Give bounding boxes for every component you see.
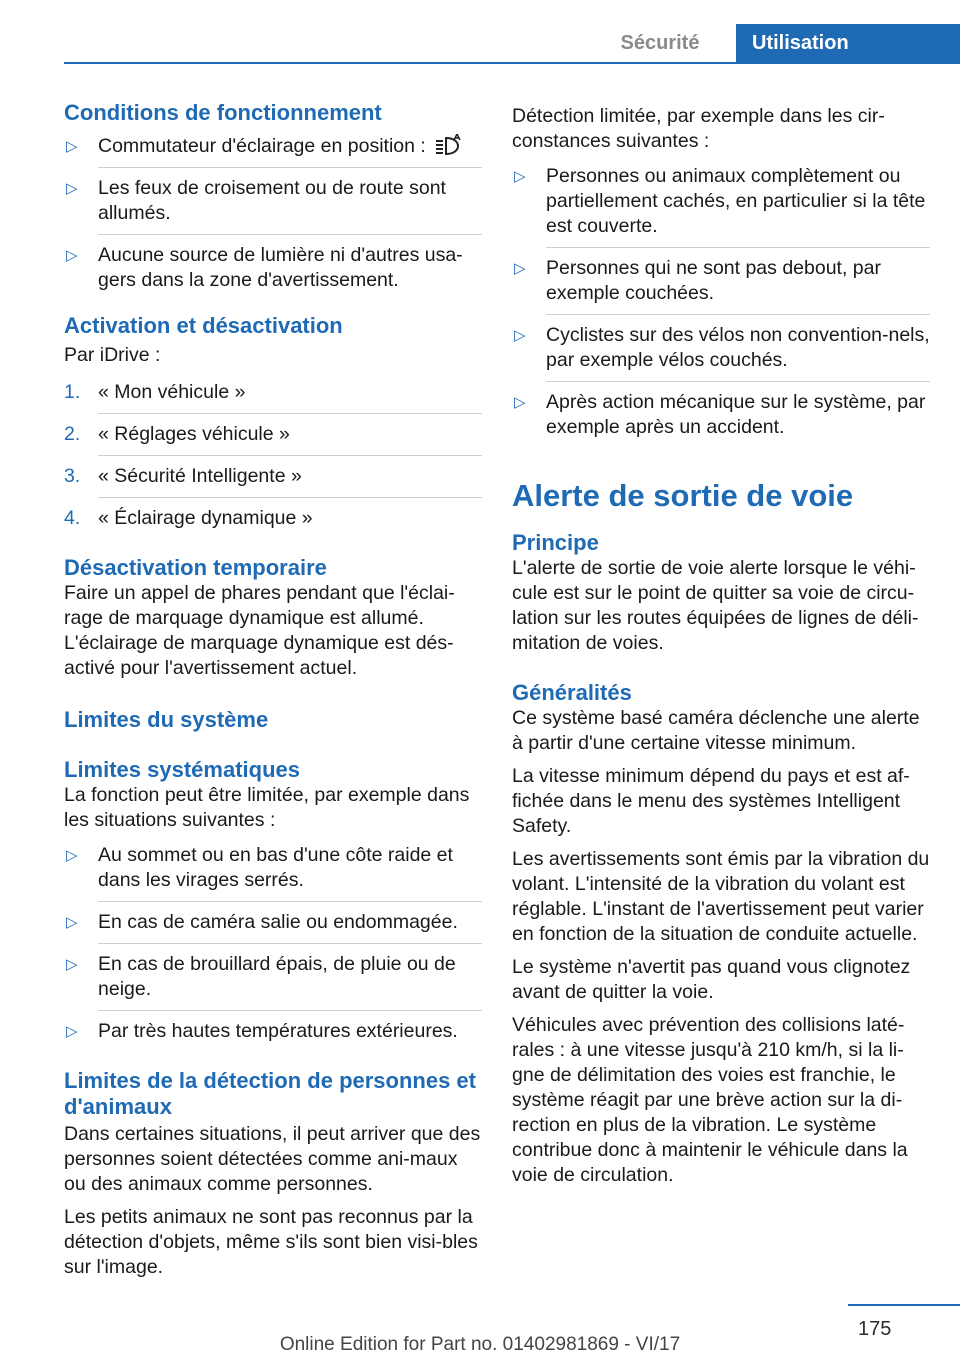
paragraph: Dans certaines situations, il peut arriver que des personnes soient détectées comme ani-maux ou des animaux comme personnes. — [64, 1123, 481, 1195]
list-item: ▷ Personnes qui ne sont pas debout, par exemple couchées. — [514, 257, 881, 304]
list-item: ▷ Au sommet ou en bas d'une côte raide et dans les virages serrés. — [66, 844, 453, 891]
auto-headlight-icon — [434, 134, 464, 156]
triangle-bullet-icon: ▷ — [514, 260, 526, 277]
left-column — [64, 100, 482, 1280]
triangle-bullet-icon: ▷ — [66, 180, 78, 197]
paragraph: Véhicules avec prévention des collisions laté-rales : à une vitesse jusqu'à 210 km/h, si la li-gne de délimitation des voies est franchie, le système réagit par une brève action sur la di-rection en plus de la vibration. Le système contribue donc à maintenir le véhicule dans la voie de circulation. — [512, 1014, 908, 1186]
paragraph: Ce système basé caméra déclenche une alerte à partir d'une certaine vitesse minimum. — [512, 707, 920, 754]
list-item: ▷ Cyclistes sur des vélos non convention-nels, par exemple vélos couchés. — [514, 324, 930, 371]
triangle-bullet-icon: ▷ — [514, 168, 526, 185]
list-item: ▷ Personnes ou animaux complètement ou partiellement cachés, en particulier si la tête est couverte. — [514, 165, 926, 237]
paragraph: Les avertissements sont émis par la vibration du volant. L'intensité de la vibration du volant est réglable. L'instant de l'avertissement peut varier en fonction de la situation de conduite actuelle. — [512, 848, 930, 945]
list-item: ▷ Aucune source de lumière ni d'autres usa-gers dans la zone d'avertissement. — [66, 244, 463, 291]
step-item: 1. « Mon véhicule » — [64, 381, 246, 403]
heading-principe: Principe — [512, 530, 599, 555]
conditions-list — [64, 134, 482, 293]
par-idrive-text: Par iDrive : — [64, 344, 161, 366]
triangle-bullet-icon: ▷ — [66, 847, 78, 864]
triangle-bullet-icon: ▷ — [514, 394, 526, 411]
step-item: 3. « Sécurité Intelligente » — [64, 465, 302, 487]
list-item: ▷ En cas de brouillard épais, de pluie ou de neige. — [66, 953, 456, 1000]
step-item: 4. « Éclairage dynamique » — [64, 507, 313, 529]
limites-list — [64, 843, 482, 1044]
detection-list — [512, 164, 930, 440]
paragraph: La vitesse minimum dépend du pays et est af-fichée dans le menu des systèmes Intelligent Safety. — [512, 765, 910, 837]
list-item-text: Commutateur d'éclairage en position : — [98, 135, 426, 157]
heading-limites-systeme: Limites du système — [64, 707, 269, 732]
triangle-bullet-icon: ▷ — [514, 327, 526, 344]
right-column — [512, 104, 930, 1188]
paragraph: Le système n'avertit pas quand vous clignotez avant de quitter la voie. — [512, 956, 911, 1003]
step-item: 2. « Réglages véhicule » — [64, 423, 290, 445]
list-item: ▷ Après action mécanique sur le système, par exemple après un accident. — [514, 391, 926, 438]
list-item — [64, 134, 482, 159]
triangle-bullet-icon: ▷ — [66, 138, 78, 155]
heading-limites-systematiques: Limites systématiques — [64, 757, 300, 782]
heading-desactivation: Désactivation temporaire — [64, 555, 327, 580]
edition-text: Online Edition for Part no. 01402981869 - VI/17 — [279, 1334, 681, 1355]
tab-securite[interactable]: Sécurité — [620, 32, 700, 54]
paragraph: Les petits animaux ne sont pas reconnus par la détection d'objets, même s'ils sont bien visi-bles sur l'image. — [64, 1206, 478, 1278]
paragraph: Faire un appel de phares pendant que l'éclai-rage de marquage dynamique est allumé. — [64, 582, 455, 629]
heading-detection: Limites de la détection de personnes et d'animaux — [64, 1068, 476, 1119]
page-header — [64, 24, 960, 64]
footer-rule — [848, 1304, 960, 1306]
list-item: ▷ Par très hautes températures extérieures. — [66, 1020, 458, 1042]
triangle-bullet-icon: ▷ — [66, 956, 78, 973]
idrive-steps — [64, 380, 482, 531]
list-item: ▷ Les feux de croisement ou de route sont allumés. — [66, 177, 446, 224]
triangle-bullet-icon: ▷ — [66, 914, 78, 931]
heading-activation: Activation et désactivation — [64, 313, 343, 338]
heading-conditions: Conditions de fonctionnement — [64, 100, 382, 125]
triangle-bullet-icon: ▷ — [66, 1023, 78, 1040]
triangle-bullet-icon: ▷ — [66, 247, 78, 264]
page-number: 175 — [858, 1318, 892, 1340]
list-item: ▷ En cas de caméra salie ou endommagée. — [66, 911, 458, 933]
heading-generalites: Généralités — [512, 680, 632, 705]
paragraph: L'éclairage de marquage dynamique est dés-activé pour l'avertissement actuel. — [64, 632, 454, 679]
heading-alerte-sortie-voie: Alerte de sortie de voie — [512, 478, 854, 513]
tab-utilisation[interactable]: Utilisation — [736, 24, 960, 62]
paragraph: Détection limitée, par exemple dans les cir-constances suivantes : — [512, 105, 885, 152]
paragraph: L'alerte de sortie de voie alerte lorsque le véhi-cule est sur le point de quitter sa voie de circu-lation sur les routes équipées de lignes de déli-mitation de voies. — [512, 557, 919, 654]
paragraph: La fonction peut être limitée, par exemple dans les situations suivantes : — [64, 784, 470, 831]
